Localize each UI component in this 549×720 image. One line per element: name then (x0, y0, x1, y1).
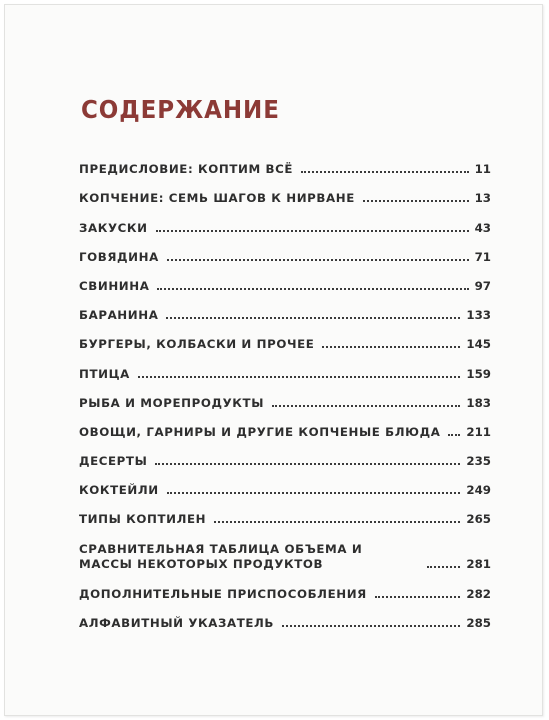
toc-entry-label: ГОВЯДИНА (79, 249, 159, 264)
toc-entry-page: 235 (466, 454, 491, 469)
toc-entry-label: ЗАКУСКИ (79, 220, 148, 235)
toc-entry-label: СВИНИНА (79, 278, 150, 293)
toc-entry-label: РЫБА И МОРЕПРОДУКТЫ (79, 395, 265, 410)
toc-entry-label: АЛФАВИТНЫЙ УКАЗАТЕЛЬ (79, 615, 275, 630)
dot-leader (363, 200, 469, 202)
toc-entry-page: 43 (474, 220, 491, 235)
toc-entry-page: 281 (466, 557, 491, 572)
toc-entry (79, 574, 491, 603)
dot-leader (138, 376, 461, 378)
toc-entry (79, 179, 491, 208)
toc-entry (79, 442, 491, 471)
toc-entry (79, 150, 491, 179)
toc-entry (79, 604, 491, 633)
toc-entry (79, 325, 491, 354)
toc-entry-page: 145 (466, 337, 491, 352)
toc-entry-label: ДЕСЕРТЫ (79, 454, 148, 469)
dot-leader (166, 317, 460, 319)
toc-entry-page: 211 (466, 424, 491, 439)
dot-leader (375, 596, 461, 598)
toc-entry-page: 11 (474, 162, 491, 177)
toc-entry-page: 265 (466, 512, 491, 527)
toc-entry-page: 133 (466, 308, 491, 323)
dot-leader (156, 230, 469, 232)
dot-leader (167, 259, 469, 261)
toc-entry (79, 238, 491, 267)
toc-entry-label: ПРЕДИСЛОВИЕ: КОПТИМ ВСЁ (79, 162, 294, 177)
table-of-contents (79, 150, 491, 633)
dot-leader (155, 463, 460, 465)
toc-entry-page: 285 (466, 615, 491, 630)
toc-entry (79, 208, 491, 237)
toc-entry-page: 183 (466, 395, 491, 410)
dot-leader (427, 566, 460, 568)
toc-entry (79, 267, 491, 296)
toc-entry-label: ОВОЩИ, ГАРНИРЫ И ДРУГИЕ КОПЧЕНЫЕ БЛЮДА (79, 424, 441, 439)
dot-leader (272, 405, 460, 407)
dot-leader (157, 288, 468, 290)
dot-leader (282, 625, 460, 627)
toc-entry (79, 354, 491, 383)
toc-entry (79, 384, 491, 413)
toc-entry-label: КОКТЕЙЛИ (79, 483, 159, 498)
toc-entry-page: 71 (474, 249, 491, 264)
toc-entry-page: 282 (466, 586, 491, 601)
toc-entry-page: 97 (474, 278, 491, 293)
toc-entry (79, 471, 491, 500)
toc-entry-label: БУРГЕРЫ, КОЛБАСКИ И ПРОЧЕЕ (79, 337, 315, 352)
toc-entry-label: СРАВНИТЕЛЬНАЯ ТАБЛИЦА ОБЪЕМА И МАССЫ НЕКОТОРЫХ ПРОДУКТОВ (79, 542, 363, 572)
toc-entry (79, 529, 491, 574)
toc-entry (79, 413, 491, 442)
toc-entry-page: 159 (466, 366, 491, 381)
dot-leader (322, 346, 460, 348)
toc-entry-page: 249 (466, 483, 491, 498)
book-page (4, 4, 543, 716)
toc-entry-page: 13 (474, 191, 491, 206)
toc-entry-label: КОПЧЕНИЕ: СЕМЬ ШАГОВ К НИРВАНЕ (79, 191, 355, 206)
toc-entry (79, 296, 491, 325)
toc-entry-label: ТИПЫ КОПТИЛЕН (79, 512, 207, 527)
page-title: СОДЕРЖАНИЕ (81, 95, 280, 124)
dot-leader (167, 492, 461, 494)
dot-leader (214, 521, 460, 523)
dot-leader (301, 171, 469, 173)
dot-leader (448, 434, 460, 436)
toc-entry (79, 500, 491, 529)
toc-entry-label: БАРАНИНА (79, 308, 159, 323)
toc-entry-label: ПТИЦА (79, 366, 130, 381)
toc-entry-label: ДОПОЛНИТЕЛЬНЫЕ ПРИСПОСОБЛЕНИЯ (79, 586, 367, 601)
